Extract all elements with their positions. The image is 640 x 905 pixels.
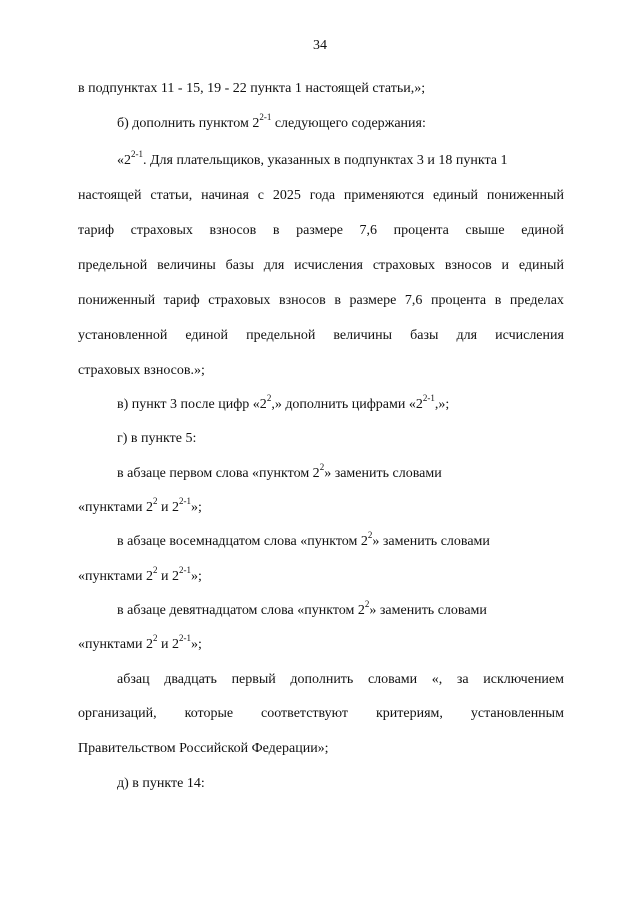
word: предельной [78,258,148,273]
word: словами [367,672,418,687]
text-line [78,292,564,310]
text-line [78,257,564,275]
word: критериям, [376,706,443,721]
word: базы [225,258,254,273]
word: взносов [444,258,492,273]
text-line: в абзаце восемнадцатом слова «пунктом $2^2$» заменить словами [117,530,490,549]
word: процента [430,293,487,308]
word: 2025 [272,188,301,203]
word: абзац [117,672,150,687]
word: тариф [163,293,200,308]
word: применяются [343,188,425,203]
page-number: 34 [313,38,327,53]
word: тариф [78,223,115,238]
word: 7,6 [404,293,423,308]
text-line: д) в пункте 14: [117,776,205,791]
word: настоящей [78,188,142,203]
word: страховых [208,293,271,308]
word: двадцать [164,672,217,687]
text-line: страховых взносов.»; [78,363,205,378]
word: размере [296,223,343,238]
word: величины [157,258,216,273]
word: в [272,223,280,238]
text-line: «2$^{2-1}$. Для плательщиков, указанных в подпунктах 3 и 18 пункта 1 [117,149,508,168]
word: единой [521,223,564,238]
text-line [78,187,564,205]
word: страховых [372,258,436,273]
word: установленной [78,328,168,343]
text-line [78,327,564,345]
word: для [263,258,285,273]
word: процента [393,223,449,238]
word: исчисления [495,328,564,343]
word: свыше [465,223,505,238]
text-line: в абзаце девятнадцатом слова «пунктом $2^2$» заменить словами [117,599,487,618]
word: размере [349,293,397,308]
text-line: «пунктами $2^2$ и 2$^{2-1}$»; [78,565,202,584]
word: года [309,188,336,203]
text-line [78,222,564,240]
word: статьи, [150,188,193,203]
text-line: «пунктами $2^2$ и 2$^{2-1}$»; [78,633,202,652]
word: 7,6 [359,223,378,238]
word: дополнить [290,672,354,687]
word: величины [333,328,393,343]
word: первый [231,672,276,687]
word: страховых [130,223,193,238]
word: предельной [246,328,316,343]
text-line [117,671,564,689]
text-line: г) в пункте 5: [117,431,197,446]
word: единый [518,258,564,273]
word: пониженный [486,188,564,203]
word: начиная [201,188,249,203]
word: установленным [470,706,564,721]
word: базы [410,328,439,343]
word: взносов [278,293,326,308]
text-line: Правительством Российской Федерации»; [78,741,329,756]
word: пределах [509,293,564,308]
text-line: б) дополнить пунктом 2$^{2-1}$ следующего содержания: [117,112,426,131]
word: за [456,672,469,687]
word: с [257,188,264,203]
word: «, [431,672,443,687]
word: соответствуют [261,706,349,721]
word: в [334,293,341,308]
word: для [456,328,478,343]
word: единой [185,328,229,343]
word: взносов [209,223,257,238]
text-line: в абзаце первом слова «пунктом $2^2$» заменить словами [117,462,442,481]
word: организаций, [78,706,157,721]
word: исключением [483,672,564,687]
text-line: «пунктами $2^2$ и 2$^{2-1}$»; [78,496,202,515]
text-line [78,705,564,723]
word: в [494,293,502,308]
text-line: в подпунктах 11 - 15, 19 - 22 пункта 1 настоящей статьи,»; [78,81,426,96]
word: исчисления [294,258,363,273]
text-line: в) пункт 3 после цифр «$2^2$,» дополнить цифрами «2$^{2-1}$,»; [117,393,450,412]
word: которые [184,706,234,721]
word: единый [432,188,479,203]
word: и [501,258,510,273]
word: пониженный [78,293,156,308]
